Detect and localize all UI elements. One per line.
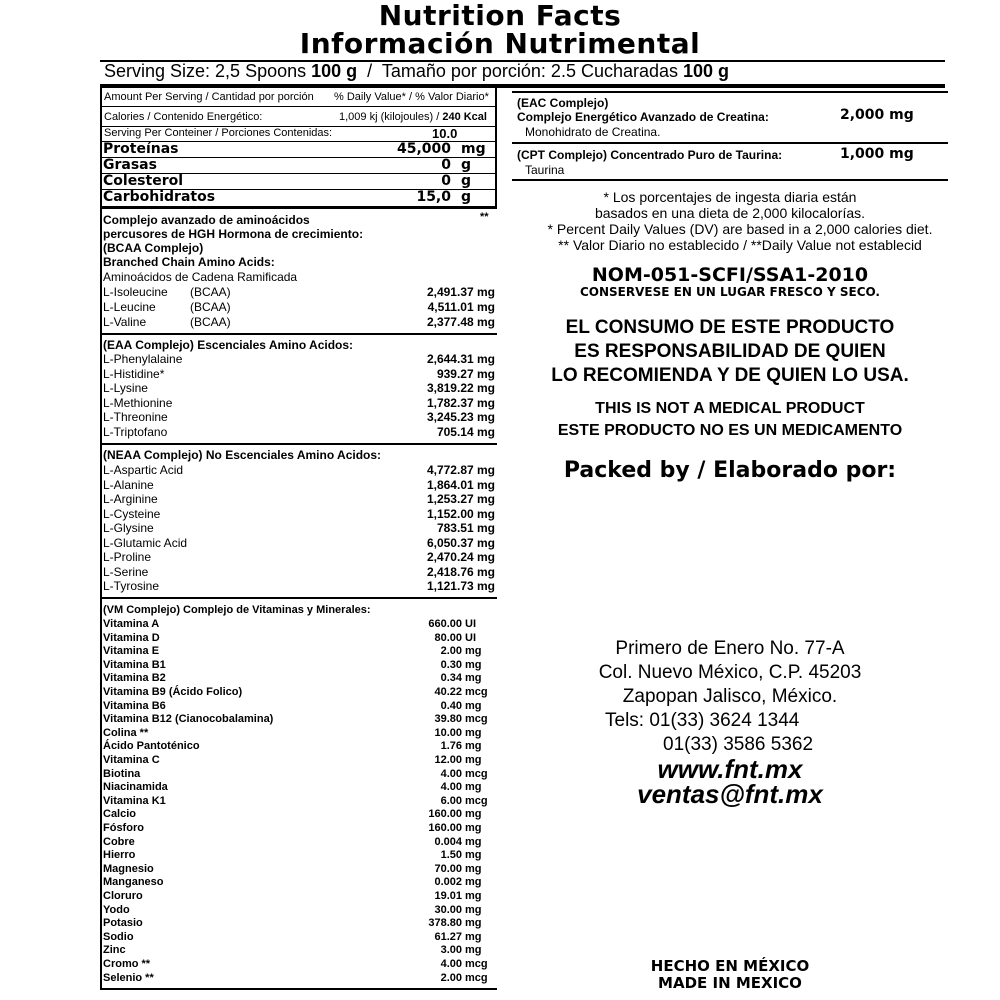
vitamin-value: 30.00 [434, 903, 462, 916]
bcaa-mark: ** [480, 211, 489, 223]
vitamin-value: 160.00 [428, 808, 462, 821]
bcaa-title-line1: Complejo avanzado de aminoácidos [103, 213, 310, 227]
vitamin-value: 4.00 [440, 958, 462, 970]
vitamin-row [103, 795, 495, 808]
vitamin-value: 19.01 [434, 890, 462, 902]
amino-row: L-Triptofano 705.14 mg [103, 425, 495, 439]
vitamin-name: Magnesio [103, 862, 154, 875]
vitamin-unit: mg [465, 903, 482, 916]
amino-row: L-Methionine 1,782.37 mg [103, 396, 495, 410]
vitamin-unit: mg [465, 849, 482, 862]
vitamin-row [103, 768, 495, 781]
vitamin-unit: mcg [465, 958, 488, 970]
divider [100, 333, 497, 335]
vitamin-unit: UI [465, 631, 476, 644]
vitamin-value: 0.004 [434, 835, 462, 848]
amino-row: L-Tyrosine 1,121.73 mg [103, 579, 495, 593]
divider [512, 179, 948, 181]
vitamin-name: Cobre [103, 835, 135, 848]
divider [100, 597, 497, 599]
calories-label: Calories / Contenido Energético: [104, 111, 263, 123]
vitamin-name: Zinc [103, 944, 126, 957]
vitamin-row [103, 740, 495, 753]
vitamin-value: 70.00 [434, 862, 462, 875]
vitamin-unit: mg [465, 862, 482, 875]
vitamin-name: Cromo ** [103, 958, 151, 970]
vitamin-value: 0.40 [440, 699, 462, 712]
amino-row: L-Lysine 3,819.22 mg [103, 381, 495, 395]
vitamin-row [103, 727, 495, 740]
vitamin-name: Hierro [103, 849, 136, 862]
title-english: Nutrition Facts [378, 0, 622, 32]
vitamin-unit: mcg [465, 794, 488, 807]
vitamin-unit: mg [465, 726, 482, 739]
vitamin-unit: mg [465, 822, 482, 834]
packed-by: Packed by / Elaborado por: [563, 458, 897, 483]
servings-value: 10.0 [432, 126, 458, 141]
vitamin-unit: mg [465, 876, 482, 889]
vitamin-value: 0.30 [440, 658, 462, 671]
vitamin-row [103, 931, 495, 944]
vitamin-unit: mg [465, 944, 482, 957]
amino-row: L-Serine 2,418.76 mg [103, 565, 495, 579]
vm-heading: (VM Complejo) Complejo de Vitaminas y Minerales: [103, 604, 371, 616]
vitamin-row [103, 618, 495, 631]
vitamin-name: Yodo [103, 903, 130, 916]
vitamin-unit: mg [465, 917, 482, 930]
address-block: Primero de Enero No. 77-A Col. Nuevo México, C.P. 45203 Zapopan Jalisco, México. Tels: 01(33) 3624 1344 01(33) 3586 5362 [598, 638, 862, 755]
vitamin-name: Ácido Pantoténico [103, 740, 200, 753]
vitamin-value: 61.27 [434, 930, 462, 943]
vitamin-row [103, 632, 495, 645]
vitamin-name: Vitamina B6 [103, 699, 166, 712]
daily-value-header: % Daily Value* / % Valor Diario* [334, 91, 489, 103]
vitamin-value: 3.00 [440, 944, 462, 957]
amino-row: L-Proline 2,470.24 mg [103, 550, 495, 564]
amino-row: L-Glysine 783.51 mg [103, 521, 495, 535]
vitamin-unit: mg [465, 808, 482, 821]
amino-row: L-Phenylalaine 2,644.31 mg [103, 352, 495, 366]
divider [100, 206, 497, 209]
website-link[interactable]: www.fnt.mx [657, 754, 803, 784]
medical-notice: THIS IS NOT A MEDICAL PRODUCT ESTE PRODUCTO NO ES UN MEDICAMENTO [557, 400, 903, 439]
vitamin-row [103, 754, 495, 767]
vitamin-name: Niacinamida [103, 781, 168, 794]
vitamin-value: 40.22 [434, 686, 462, 698]
bcaa-title-line2: percusores de HGH Hormona de crecimiento: [103, 227, 364, 241]
divider [100, 84, 945, 88]
amino-row: L-Histidine* 939.27 mg [103, 367, 495, 381]
vitamin-row [103, 659, 495, 672]
vitamin-unit: UI [465, 618, 476, 630]
bcaa-title-line5: Aminoácidos de Cadena Ramificada [103, 270, 298, 284]
vitamin-value: 1.50 [440, 849, 462, 862]
vitamin-value: 1.76 [440, 740, 462, 753]
vitamin-name: Vitamina B2 [103, 672, 166, 685]
vitamin-unit: mg [465, 645, 482, 658]
amino-row: L-Cysteine 1,152.00 mg [103, 507, 495, 521]
vitamin-value: 378.80 [428, 917, 462, 930]
macro-row: Carbohidratos 15,0 g [103, 189, 472, 205]
title-spanish: Información Nutrimental [299, 27, 701, 60]
amino-row: L-Glutamic Acid 6,050.37 mg [103, 536, 495, 550]
eaa-heading: (EAA Complejo) Escenciales Amino Acidos: [103, 338, 354, 352]
vitamin-value: 2.00 [440, 645, 462, 658]
amino-row: L-Valine (BCAA) 2,377.48 mg [103, 315, 495, 329]
vitamin-unit: mg [465, 658, 482, 671]
vitamin-name: Vitamina B1 [103, 658, 166, 671]
divider [512, 91, 948, 93]
vitamin-unit: mg [465, 699, 482, 712]
vitamin-unit: mg [465, 754, 482, 766]
vitamin-name: Vitamina C [103, 754, 160, 766]
vitamin-row [103, 958, 495, 971]
eac-value: 2,000 mg [840, 107, 914, 123]
vitamin-value: 0.34 [440, 672, 462, 685]
vitamin-unit: mg [465, 740, 482, 753]
amino-row: L-Threonine 3,245.23 mg [103, 410, 495, 424]
vitamin-unit: mg [465, 890, 482, 902]
vitamin-name: Fósforo [103, 822, 144, 834]
serving-size: Serving Size: 2,5 Spoons 100 g / Tamaño por porción: 2.5 Cucharadas 100 g [104, 61, 730, 81]
amino-row: L-Aspartic Acid 4,772.87 mg [103, 463, 495, 477]
eac-label: Complejo Energético Avanzado de Creatina: [517, 110, 769, 124]
vitamin-row [103, 917, 495, 930]
vitamin-value: 660.00 [428, 618, 462, 630]
vitamin-name: Biotina [103, 767, 141, 780]
amino-row: L-Arginine 1,253.27 mg [103, 492, 495, 506]
amino-row: L-Alanine 1,864.01 mg [103, 478, 495, 492]
cpt-label: (CPT Complejo) Concentrado Puro de Taurina: [517, 148, 783, 162]
vitamin-row [103, 972, 495, 985]
bcaa-title-line3: (BCAA Complejo) [103, 241, 204, 255]
vitamin-value: 6.00 [440, 794, 462, 807]
vitamin-row [103, 944, 495, 957]
vitamin-unit: mcg [465, 686, 488, 698]
vitamin-row [103, 686, 495, 699]
table-left-border [100, 88, 102, 990]
vitamin-name: Vitamina B12 (Cianocobalamina) [103, 713, 274, 726]
neaa-heading: (NEAA Complejo) No Escenciales Amino Acidos: [103, 448, 382, 462]
vitamin-name: Manganeso [103, 876, 164, 889]
footnotes: * Los porcentajes de ingesta diaria están basados en una dieta de 2,000 kilocalorías. * Percent Daily Values (DV) are based in a 2,000 calories diet. ** Valor Diario no establecido / **Daily Value not establecid [547, 189, 933, 253]
vitamin-value: 80.00 [434, 631, 462, 644]
vitamin-row [103, 890, 495, 903]
vitamin-row [103, 904, 495, 917]
vitamin-name: Vitamina K1 [103, 794, 166, 807]
vitamin-unit: mg [465, 835, 482, 848]
vitamin-value: 0.002 [434, 876, 462, 889]
macro-row: Grasas 0 g [103, 157, 472, 173]
calories-value: 1,009 kj (kilojoules) / 240 Kcal [339, 111, 487, 123]
storage-note: CONSERVESE EN UN LUGAR FRESCO Y SECO. [579, 285, 880, 299]
amino-row: L-Isoleucine (BCAA) 2,491.37 mg [103, 285, 495, 299]
vitamin-value: 12.00 [434, 754, 462, 766]
cpt-value: 1,000 mg [840, 146, 914, 162]
eac-sub: Monohidrato de Creatina. [525, 125, 661, 139]
amino-row: L-Leucine (BCAA) 4,511.01 mg [103, 300, 495, 314]
vitamin-value: 4.00 [440, 767, 462, 780]
vitamin-row [103, 876, 495, 889]
divider [512, 142, 948, 144]
vitamin-row [103, 645, 495, 658]
vitamin-unit: mcg [465, 767, 488, 780]
vitamin-row [103, 822, 495, 835]
vitamin-unit: mg [465, 672, 482, 685]
vitamin-name: Vitamina E [103, 645, 160, 658]
bcaa-title-line4: Branched Chain Amino Acids: [103, 255, 275, 269]
vitamin-value: 2.00 [440, 971, 462, 984]
vitamin-name: Selenio ** [103, 971, 154, 984]
divider [100, 106, 497, 107]
vitamin-name: Potasio [103, 917, 143, 930]
macro-row: Proteínas 45,000 mg [103, 141, 486, 157]
eac-heading: (EAC Complejo) [517, 96, 609, 110]
vitamin-name: Colina ** [103, 726, 149, 739]
vitamin-value: 160.00 [428, 822, 462, 834]
vitamin-unit: mg [465, 930, 482, 943]
vitamin-row [103, 808, 495, 821]
vitamin-value: 10.00 [434, 726, 462, 739]
vitamin-row [103, 713, 495, 726]
nom-code: NOM-051-SCFI/SSA1-2010 [591, 264, 869, 286]
vitamin-row [103, 836, 495, 849]
warning-text: EL CONSUMO DE ESTE PRODUCTO ES RESPONSABILIDAD DE QUIEN LO RECOMIENDA Y DE QUIEN LO USA. [551, 317, 909, 386]
origin: HECHO EN MÉXICO MADE IN MEXICO [650, 957, 810, 992]
vitamin-name: Vitamina B9 (Ácido Folico) [103, 686, 243, 698]
vitamin-name: Vitamina D [103, 631, 160, 644]
vitamin-name: Vitamina A [103, 618, 160, 630]
vitamin-value: 4.00 [440, 781, 462, 794]
vitamin-row [103, 781, 495, 794]
cpt-sub: Taurina [525, 163, 565, 177]
vitamin-unit: mcg [465, 971, 488, 984]
email-link[interactable]: ventas@fnt.mx [637, 779, 823, 809]
amount-per-serving: Amount Per Serving / Cantidad por porción [104, 91, 314, 103]
vitamin-row [103, 700, 495, 713]
vitamin-name: Calcio [103, 808, 137, 821]
macro-row: Colesterol 0 g [103, 173, 472, 189]
vitamin-name: Cloruro [103, 890, 143, 902]
servings-label: Serving Per Conteiner / Porciones Contenidas: [104, 127, 333, 139]
table-bottom-border [100, 988, 497, 990]
divider [100, 443, 497, 445]
vitamin-name: Sodio [103, 930, 134, 943]
vitamin-unit: mcg [465, 713, 488, 726]
vitamin-row [103, 849, 495, 862]
vitamin-unit: mg [465, 781, 482, 794]
vitamin-row [103, 672, 495, 685]
vitamin-row [103, 863, 495, 876]
vitamin-value: 39.80 [434, 713, 462, 726]
